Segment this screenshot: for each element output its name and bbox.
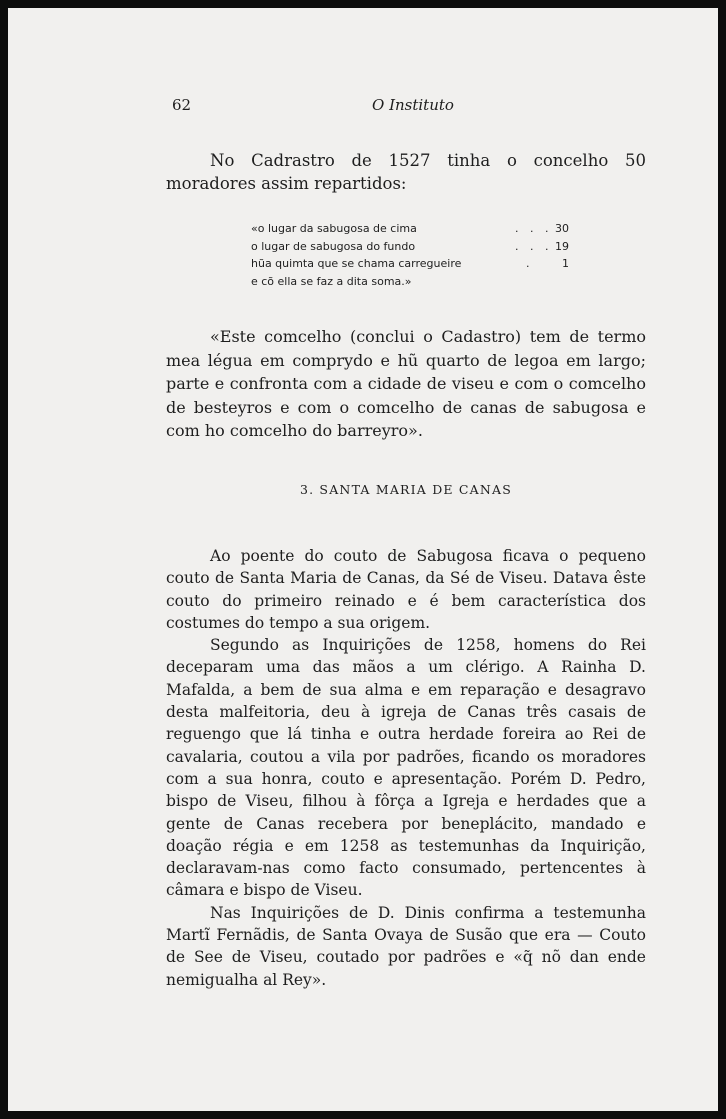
census-quote <box>251 220 569 290</box>
body-paragraph: Ao poente do couto de Sabugosa ficava o pequeno couto de Santa Maria de Canas, da Sé de Viseu. Datava êste couto do primeiro reinado e é bem característica dos costumes do tempo a sua origem. <box>166 547 646 632</box>
intro-text: No Cadrastro de 1527 tinha o concelho 50 moradores assim repartidos: <box>166 151 646 193</box>
book-page <box>8 8 718 1111</box>
quote-row <box>251 255 569 273</box>
quote-row-value: 30 <box>555 222 569 235</box>
section-heading: 3. SANTA MARIA DE CANAS <box>299 482 513 497</box>
quote-row-leader: . <box>526 257 534 270</box>
page-number: 62 <box>172 96 192 114</box>
quote-row-label: o lugar de sabugosa do fundo <box>251 239 416 253</box>
quote-row-label: e cõ ella se faz a dita soma.» <box>251 274 412 288</box>
quote-row <box>251 273 569 291</box>
page-header <box>166 96 646 118</box>
quote-row-label: hũa quimta que se chama carregueire <box>251 257 462 270</box>
quote-row-label: «o lugar da sabugosa de cima <box>251 222 417 235</box>
conclusion-text: «Este comcelho (conclui o Cadastro) tem de termo mea légua em comprydo e hũ quarto de legoa em largo; parte e confronta com a cidade de viseu e com o comcelho de besteyros e com o comcelho de canas de sabugosa e com ho comcelho do barreyro». <box>166 327 646 440</box>
quote-row <box>251 220 569 238</box>
running-title: O Instituto <box>372 96 454 114</box>
quote-row-value: 19 <box>555 239 569 253</box>
quote-row-leader: . . . <box>515 239 553 253</box>
body-paragraph: Segundo as Inquirições de 1258, homens do Rei deceparam uma das mãos a um clérigo. A Rainha D. Mafalda, a bem de sua alma e em reparação e desagravo desta malfeitoria, deu à igreja de Canas três casais de reguengo que lá tinha e outra herdade foreira ao Rei de cavalaria, coutou a vila por padrões, ficando os moradores com a sua honra, couto e apresentação. Porém D. Pedro, bispo de Viseu, filhou à fôrça a Igreja e herdades que a gente de Canas recebera por beneplácito, mandado e doação régia e em 1258 as testemunhas da Inquirição, declaravam-nas como facto consumado, pertencentes à câmara e bispo de Viseu. <box>166 636 646 900</box>
body-paragraph: Nas Inquirições de D. Dinis confirma a testemunha Martĩ Fernãdis, de Santa Ovaya de Susão que era — Couto de See de Viseu, coutado por padrões e «q̃ nõ dan ende nemigualha al Rey». <box>166 903 646 989</box>
conclusion-paragraph <box>166 325 646 443</box>
section-body <box>166 545 646 991</box>
quote-row-leader: . . . <box>515 222 553 235</box>
quote-row <box>251 238 569 256</box>
quote-row-value: 1 <box>562 257 569 270</box>
intro-paragraph <box>166 149 646 195</box>
